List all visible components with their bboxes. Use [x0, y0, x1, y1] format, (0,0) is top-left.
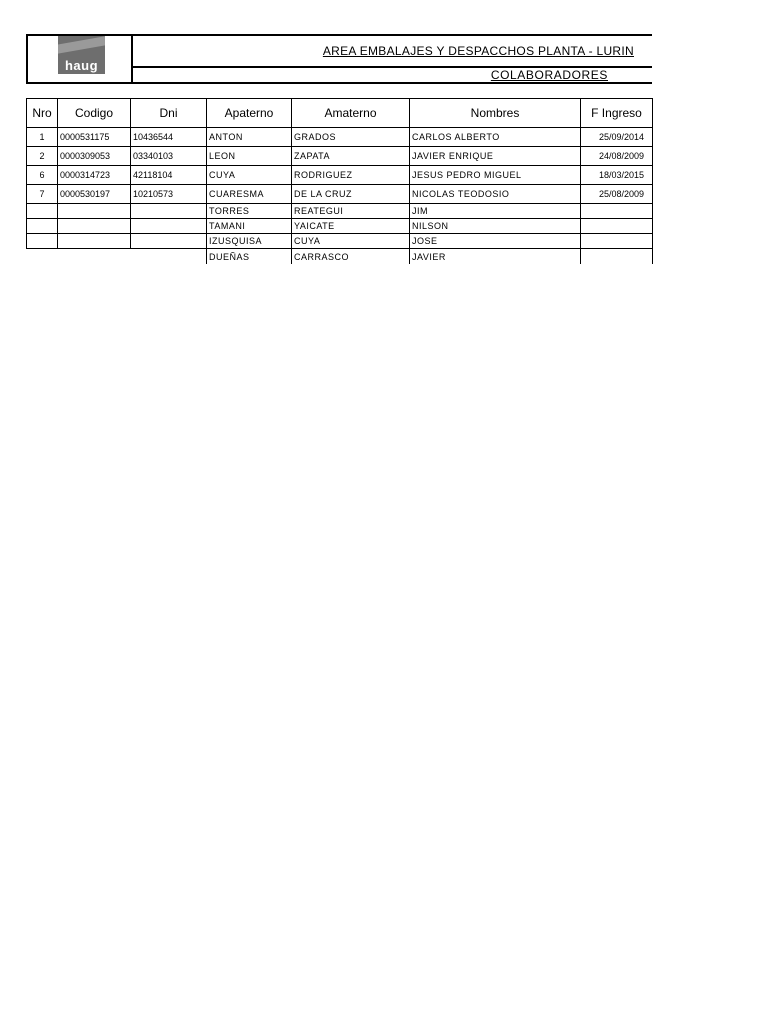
table-row [27, 204, 653, 219]
cell-codigo: 0000309053 [58, 147, 131, 166]
cell-f-ingreso [581, 234, 653, 249]
cell-dni [131, 204, 207, 219]
cell-codigo [58, 219, 131, 234]
cell-codigo [58, 234, 131, 249]
column-header-apaterno: Apaterno [207, 99, 292, 128]
cell-apaterno: DUEÑAS [207, 249, 292, 265]
cell-nro [27, 219, 58, 234]
table-row [27, 166, 653, 185]
cell-nombres: NICOLAS TEODOSIO [410, 185, 581, 204]
column-header-codigo: Codigo [58, 99, 131, 128]
cell-nombres: JAVIER [410, 249, 581, 265]
cell-apaterno: CUYA [207, 166, 292, 185]
cell-amaterno: YAICATE [292, 219, 410, 234]
table-row [27, 249, 653, 265]
document-title: AREA EMBALAJES Y DESPACCHOS PLANTA - LURIN [322, 44, 634, 58]
cell-dni: 10436544 [131, 128, 207, 147]
document-header [26, 34, 652, 84]
title-row [131, 36, 652, 68]
table-row [27, 147, 653, 166]
cell-nombres: CARLOS ALBERTO [410, 128, 581, 147]
cell-apaterno: ANTON [207, 128, 292, 147]
cell-f-ingreso: 18/03/2015 [581, 166, 653, 185]
cell-amaterno: CUYA [292, 234, 410, 249]
logo-cell [28, 36, 133, 82]
cell-f-ingreso [581, 219, 653, 234]
cell-nro [27, 204, 58, 219]
logo-text: haug [64, 58, 99, 73]
cell-nro: 1 [27, 128, 58, 147]
cell-codigo [58, 249, 131, 265]
cell-nombres: JAVIER ENRIQUE [410, 147, 581, 166]
cell-dni: 42118104 [131, 166, 207, 185]
subtitle-row [131, 68, 652, 82]
cell-dni [131, 249, 207, 265]
cell-apaterno: LEON [207, 147, 292, 166]
cell-dni [131, 219, 207, 234]
cell-amaterno: GRADOS [292, 128, 410, 147]
column-header-amaterno: Amaterno [292, 99, 410, 128]
cell-nombres: NILSON [410, 219, 581, 234]
cell-amaterno: CARRASCO [292, 249, 410, 265]
cell-f-ingreso: 24/08/2009 [581, 147, 653, 166]
cell-dni: 10210573 [131, 185, 207, 204]
column-header-dni: Dni [131, 99, 207, 128]
table-row [27, 234, 653, 249]
cell-amaterno: RODRIGUEZ [292, 166, 410, 185]
cell-nombres: JIM [410, 204, 581, 219]
column-header-nro: Nro [27, 99, 58, 128]
cell-amaterno: REATEGUI [292, 204, 410, 219]
cell-codigo [58, 204, 131, 219]
cell-nombres: JESUS PEDRO MIGUEL [410, 166, 581, 185]
cell-apaterno: CUARESMA [207, 185, 292, 204]
cell-nro: 2 [27, 147, 58, 166]
cell-f-ingreso: 25/09/2014 [581, 128, 653, 147]
table-row [27, 128, 653, 147]
cell-apaterno: IZUSQUISA [207, 234, 292, 249]
cell-f-ingreso: 25/08/2009 [581, 185, 653, 204]
cell-nro: 6 [27, 166, 58, 185]
cell-apaterno: TAMANI [207, 219, 292, 234]
collaborators-table [26, 98, 653, 264]
cell-f-ingreso [581, 249, 653, 265]
table-row [27, 219, 653, 234]
cell-amaterno: ZAPATA [292, 147, 410, 166]
table-header-row [27, 99, 653, 128]
cell-f-ingreso [581, 204, 653, 219]
cell-codigo: 0000314723 [58, 166, 131, 185]
cell-codigo: 0000531175 [58, 128, 131, 147]
document-subtitle: COLABORADORES [490, 68, 608, 82]
logo-stripe [58, 36, 105, 54]
cell-dni [131, 234, 207, 249]
column-header-f-ingreso: F Ingreso [581, 99, 653, 128]
cell-nro [27, 234, 58, 249]
cell-amaterno: DE LA CRUZ [292, 185, 410, 204]
cell-dni: 03340103 [131, 147, 207, 166]
cell-nombres: JOSE [410, 234, 581, 249]
table-row [27, 185, 653, 204]
cell-codigo: 0000530197 [58, 185, 131, 204]
cell-nro: 7 [27, 185, 58, 204]
column-header-nombres: Nombres [410, 99, 581, 128]
cell-nro [27, 249, 58, 265]
cell-apaterno: TORRES [207, 204, 292, 219]
haug-logo [58, 36, 105, 74]
